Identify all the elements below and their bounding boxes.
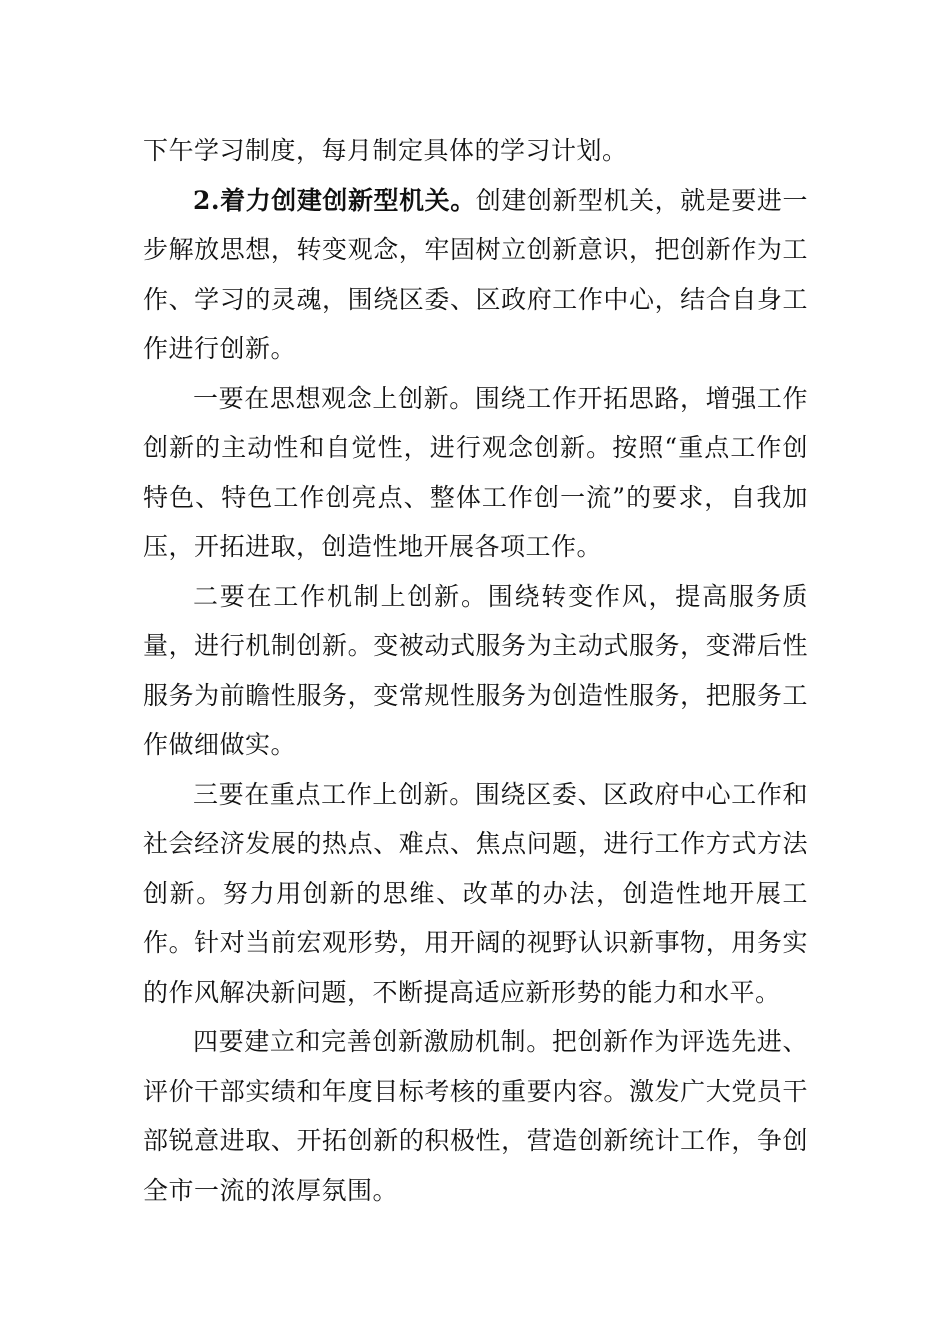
paragraph-text: 创建创新型机关，就是要进一步解放思想，转变观念，牢固树立创新意识，把创新作为工作、学习的灵魂，围绕区委、区政府工作中心，结合自身工作进行创新。 xyxy=(143,185,808,363)
paragraph-section-heading xyxy=(143,176,808,374)
paragraph-text: 二要在工作机制上创新。围绕转变作风，提高服务质量，进行机制创新。变被动式服务为主动式服务，变滞后性服务为前瞻性服务，变常规性服务为创造性服务，把服务工作做细做实。 xyxy=(143,581,808,759)
paragraph-point-3 xyxy=(143,770,808,1018)
paragraph-point-4 xyxy=(143,1017,808,1215)
paragraph-text: 一要在思想观念上创新。围绕工作开拓思路，增强工作创新的主动性和自觉性，进行观念创新。按照“重点工作创特色、特色工作创亮点、整体工作创一流”的要求，自我加压，开拓进取，创造性地开展各项工作。 xyxy=(143,383,808,561)
paragraph-text: 三要在重点工作上创新。围绕区委、区政府中心工作和社会经济发展的热点、难点、焦点问题，进行工作方式方法创新。努力用创新的思维、改革的办法，创造性地开展工作。针对当前宏观形势，用开阔的视野认识新事物，用务实的作风解决新问题，不断提高适应新形势的能力和水平。 xyxy=(143,779,808,1007)
paragraph-continuation xyxy=(143,126,808,176)
section-heading: 2.着力创建创新型机关。 xyxy=(193,185,476,215)
paragraph-text: 下午学习制度，每月制定具体的学习计划。 xyxy=(143,136,628,165)
document-body xyxy=(143,126,808,1215)
paragraph-point-1 xyxy=(143,374,808,572)
paragraph-point-2 xyxy=(143,572,808,770)
paragraph-text: 四要建立和完善创新激励机制。把创新作为评选先进、评价干部实绩和年度目标考核的重要内容。激发广大党员干部锐意进取、开拓创新的积极性，营造创新统计工作，争创全市一流的浓厚氛围。 xyxy=(143,1027,808,1205)
